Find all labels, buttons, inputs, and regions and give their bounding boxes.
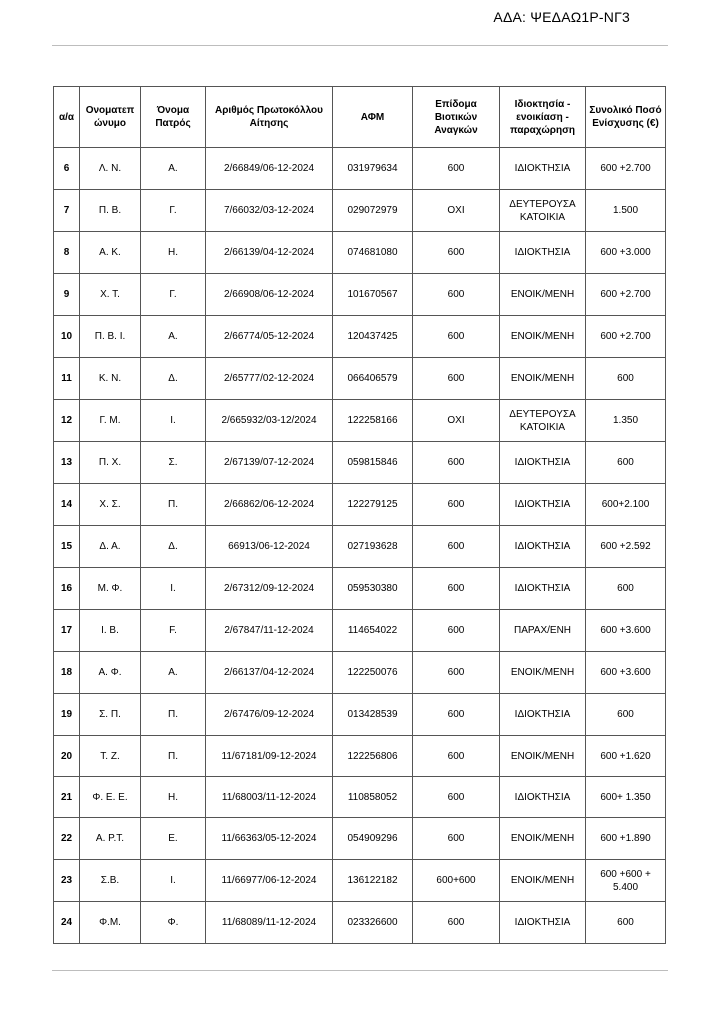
cell-ownership: ΙΔΙΟΚΤΗΣΙΑ [500,902,586,944]
footer-divider [52,970,668,971]
cell-protocol: 11/67181/09-12-2024 [206,736,333,777]
cell-aa: 20 [54,736,80,777]
cell-total: 600 +600 + 5.400 [586,860,666,902]
table-row [54,190,666,232]
cell-protocol: 2/65777/02-12-2024 [206,358,333,400]
cell-name: Π. Β. Ι. [80,316,141,358]
cell-protocol: 2/665932/03-12/2024 [206,400,333,442]
cell-ownership: ΕΝΟΙΚ/ΜΕΝΗ [500,358,586,400]
cell-benefit: 600 [413,274,500,316]
cell-afm: 059530380 [333,568,413,610]
cell-benefit: 600 [413,652,500,694]
cell-afm: 136122182 [333,860,413,902]
cell-name: Σ. Π. [80,694,141,736]
cell-aa: 9 [54,274,80,316]
cell-afm: 122258166 [333,400,413,442]
cell-father: Α. [141,316,206,358]
cell-name: Τ. Ζ. [80,736,141,777]
cell-total: 600 [586,442,666,484]
table-row [54,526,666,568]
cell-total: 600 +2.700 [586,148,666,190]
cell-ownership: ΙΔΙΟΚΤΗΣΙΑ [500,526,586,568]
cell-total: 600 +2.700 [586,274,666,316]
cell-afm: 122256806 [333,736,413,777]
cell-father: Ι. [141,860,206,902]
cell-ownership: ΙΔΙΟΚΤΗΣΙΑ [500,777,586,818]
cell-total: 600 +1.890 [586,818,666,860]
cell-benefit: 600 [413,232,500,274]
cell-name: Σ.Β. [80,860,141,902]
table-row [54,484,666,526]
cell-name: Φ.Μ. [80,902,141,944]
cell-father: Γ. [141,274,206,316]
cell-ownership: ΕΝΟΙΚ/ΜΕΝΗ [500,652,586,694]
cell-aa: 7 [54,190,80,232]
cell-ownership: ΕΝΟΙΚ/ΜΕΝΗ [500,860,586,902]
table-row [54,860,666,902]
cell-aa: 18 [54,652,80,694]
cell-afm: 054909296 [333,818,413,860]
cell-aa: 24 [54,902,80,944]
cell-afm: 122250076 [333,652,413,694]
cell-father: Α. [141,148,206,190]
cell-father: Σ. [141,442,206,484]
cell-name: Γ. Μ. [80,400,141,442]
cell-name: Α. Κ. [80,232,141,274]
cell-total: 600 +1.620 [586,736,666,777]
ada-code: ΑΔΑ: ΨΕΔΑΩ1Ρ-ΝΓ3 [493,9,630,25]
beneficiaries-table [53,86,666,944]
cell-aa: 22 [54,818,80,860]
cell-afm: 031979634 [333,148,413,190]
cell-aa: 12 [54,400,80,442]
cell-total: 600 [586,902,666,944]
cell-name: Ι. Β. [80,610,141,652]
cell-benefit: 600+600 [413,860,500,902]
cell-father: Η. [141,777,206,818]
cell-total: 600 [586,358,666,400]
cell-ownership: ΙΔΙΟΚΤΗΣΙΑ [500,442,586,484]
cell-benefit: 600 [413,736,500,777]
cell-ownership: ΙΔΙΟΚΤΗΣΙΑ [500,694,586,736]
col-header-father: Όνομα Πατρός [141,87,206,148]
col-header-protocol: Αριθμός Πρωτοκόλλου Αίτησης [206,87,333,148]
cell-benefit: 600 [413,902,500,944]
cell-father: Ε. [141,818,206,860]
table-row [54,400,666,442]
table-row [54,568,666,610]
col-header-benefit: Επίδομα Βιοτικών Αναγκών [413,87,500,148]
cell-afm: 029072979 [333,190,413,232]
cell-afm: 059815846 [333,442,413,484]
cell-aa: 13 [54,442,80,484]
cell-protocol: 11/66977/06-12-2024 [206,860,333,902]
cell-father: Γ. [141,190,206,232]
table-row [54,652,666,694]
cell-afm: 101670567 [333,274,413,316]
header-divider [52,45,668,46]
cell-protocol: 11/66363/05-12-2024 [206,818,333,860]
cell-father: Φ. [141,902,206,944]
cell-father: Δ. [141,358,206,400]
cell-afm: 013428539 [333,694,413,736]
cell-benefit: 600 [413,358,500,400]
cell-benefit: 600 [413,316,500,358]
cell-protocol: 2/66137/04-12-2024 [206,652,333,694]
cell-total: 600 [586,568,666,610]
cell-aa: 14 [54,484,80,526]
table-row [54,694,666,736]
cell-total: 1.500 [586,190,666,232]
table-row [54,902,666,944]
cell-ownership: ΙΔΙΟΚΤΗΣΙΑ [500,484,586,526]
cell-protocol: 11/68089/11-12-2024 [206,902,333,944]
cell-protocol: 11/68003/11-12-2024 [206,777,333,818]
cell-father: Δ. [141,526,206,568]
cell-benefit: 600 [413,484,500,526]
cell-aa: 10 [54,316,80,358]
cell-afm: 110858052 [333,777,413,818]
table-row [54,442,666,484]
cell-protocol: 2/67312/09-12-2024 [206,568,333,610]
cell-ownership: ΔΕΥΤΕΡΟΥΣΑ ΚΑΤΟΙΚΙΑ [500,190,586,232]
cell-father: F. [141,610,206,652]
cell-benefit: 600 [413,568,500,610]
cell-protocol: 2/67476/09-12-2024 [206,694,333,736]
cell-total: 1.350 [586,400,666,442]
table-body [54,148,666,944]
table-row [54,148,666,190]
cell-total: 600 +2.592 [586,526,666,568]
cell-afm: 066406579 [333,358,413,400]
cell-protocol: 2/66908/06-12-2024 [206,274,333,316]
cell-ownership: ΕΝΟΙΚ/ΜΕΝΗ [500,736,586,777]
cell-ownership: ΔΕΥΤΕΡΟΥΣΑ ΚΑΤΟΙΚΙΑ [500,400,586,442]
cell-protocol: 2/66139/04-12-2024 [206,232,333,274]
col-header-name: Ονοματεπ ώνυμο [80,87,141,148]
cell-aa: 17 [54,610,80,652]
cell-aa: 16 [54,568,80,610]
col-header-ownership: Ιδιοκτησία - ενοικίαση - παραχώρηση [500,87,586,148]
cell-name: Α. Ρ.Τ. [80,818,141,860]
cell-ownership: ΙΔΙΟΚΤΗΣΙΑ [500,148,586,190]
cell-total: 600+2.100 [586,484,666,526]
cell-protocol: 2/66849/06-12-2024 [206,148,333,190]
cell-ownership: ΕΝΟΙΚ/ΜΕΝΗ [500,274,586,316]
cell-father: Η. [141,232,206,274]
cell-benefit: ΟΧΙ [413,190,500,232]
cell-father: Π. [141,736,206,777]
cell-protocol: 2/67139/07-12-2024 [206,442,333,484]
cell-name: Π. Χ. [80,442,141,484]
table-row [54,818,666,860]
cell-name: Χ. Σ. [80,484,141,526]
cell-name: Α. Φ. [80,652,141,694]
cell-total: 600 [586,694,666,736]
cell-afm: 114654022 [333,610,413,652]
cell-aa: 21 [54,777,80,818]
cell-protocol: 66913/06-12-2024 [206,526,333,568]
table-row [54,316,666,358]
cell-name: Χ. Τ. [80,274,141,316]
cell-aa: 15 [54,526,80,568]
cell-total: 600 +2.700 [586,316,666,358]
cell-protocol: 2/66862/06-12-2024 [206,484,333,526]
cell-protocol: 2/66774/05-12-2024 [206,316,333,358]
col-header-afm: ΑΦΜ [333,87,413,148]
cell-benefit: 600 [413,442,500,484]
cell-afm: 074681080 [333,232,413,274]
cell-protocol: 7/66032/03-12-2024 [206,190,333,232]
cell-total: 600 +3.000 [586,232,666,274]
cell-father: Α. [141,652,206,694]
cell-aa: 8 [54,232,80,274]
table-row [54,232,666,274]
cell-father: Π. [141,484,206,526]
cell-name: Κ. Ν. [80,358,141,400]
cell-afm: 023326600 [333,902,413,944]
table-header [54,87,666,148]
cell-protocol: 2/67847/11-12-2024 [206,610,333,652]
table-row [54,777,666,818]
cell-total: 600+ 1.350 [586,777,666,818]
cell-total: 600 +3.600 [586,610,666,652]
col-header-aa: α/α [54,87,80,148]
table-row [54,358,666,400]
cell-ownership: ΙΔΙΟΚΤΗΣΙΑ [500,568,586,610]
cell-father: Π. [141,694,206,736]
cell-afm: 120437425 [333,316,413,358]
cell-aa: 23 [54,860,80,902]
cell-ownership: ΕΝΟΙΚ/ΜΕΝΗ [500,316,586,358]
cell-benefit: 600 [413,148,500,190]
cell-benefit: 600 [413,777,500,818]
cell-ownership: ΙΔΙΟΚΤΗΣΙΑ [500,232,586,274]
cell-benefit: ΟΧΙ [413,400,500,442]
cell-benefit: 600 [413,526,500,568]
cell-afm: 122279125 [333,484,413,526]
cell-father: Ι. [141,400,206,442]
cell-name: Λ. Ν. [80,148,141,190]
table-row [54,610,666,652]
cell-name: Π. Β. [80,190,141,232]
cell-benefit: 600 [413,610,500,652]
cell-name: Δ. Α. [80,526,141,568]
cell-aa: 11 [54,358,80,400]
cell-name: Μ. Φ. [80,568,141,610]
cell-ownership: ΠΑΡΑΧ/ΕΝΗ [500,610,586,652]
cell-ownership: ΕΝΟΙΚ/ΜΕΝΗ [500,818,586,860]
col-header-total: Συνολικό Ποσό Ενίσχυσης (€) [586,87,666,148]
cell-total: 600 +3.600 [586,652,666,694]
table-row [54,274,666,316]
table-row [54,736,666,777]
cell-name: Φ. Ε. Ε. [80,777,141,818]
cell-benefit: 600 [413,818,500,860]
cell-aa: 6 [54,148,80,190]
cell-father: Ι. [141,568,206,610]
cell-afm: 027193628 [333,526,413,568]
cell-aa: 19 [54,694,80,736]
cell-benefit: 600 [413,694,500,736]
